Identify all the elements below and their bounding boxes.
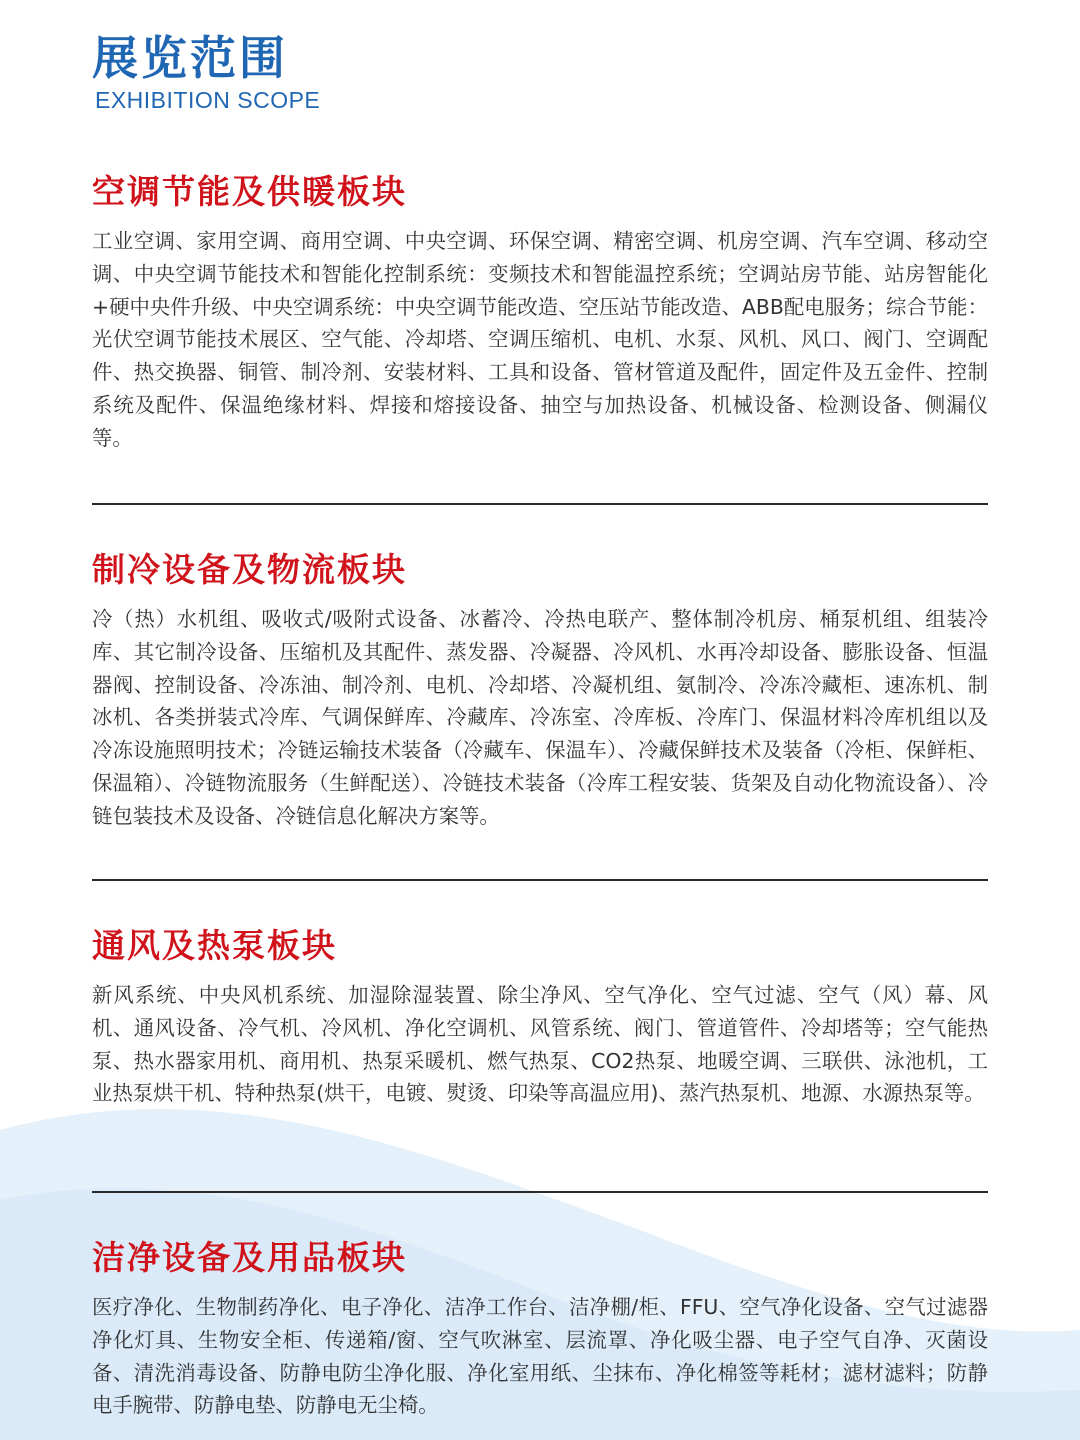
section-title: 洁净设备及用品板块 — [92, 1238, 407, 1277]
section-divider — [92, 1191, 988, 1193]
section-divider — [92, 879, 988, 881]
section-title: 空调节能及供暖板块 — [92, 172, 407, 211]
section-body: 医疗净化、生物制药净化、电子净化、洁净工作台、洁净棚/柜、FFU、空气净化设备、空气过滤器净化灯具、生物安全柜、传递箱/窗、空气吹淋室、层流罩、净化吸尘器、电子空气自净、灭菌设备、清洗消毒设备、防静电防尘净化服、净化室用纸、尘抹布、净化棉签等耗材；滤材滤料；防静电手腕带、防静电垫、防静电无尘椅。 — [92, 1295, 988, 1418]
section-refrigeration-logistics — [92, 549, 988, 833]
section-body: 工业空调、家用空调、商用空调、中央空调、环保空调、精密空调、机房空调、汽车空调、移动空调、中央空调节能技术和智能化控制系统：变频技术和智能温控系统；空调站房节能、站房智能化+硬中央件升级、中央空调系统：中央空调节能改造、空压站节能改造、ABB配电服务；综合节能：光伏空调节能技术展区、空气能、冷却塔、空调压缩机、电机、水泵、风机、风口、阀门、空调配件、热交换器、铜管、制冷剂、安装材料、工具和设备、管材管道及配件，固定件及五金件、控制系统及配件、保温绝缘材料、焊接和熔接设备、抽空与加热设备、机械设备、检测设备、侧漏仪等。 — [92, 229, 988, 450]
section-clean-equipment — [92, 1237, 988, 1422]
section-title: 通风及热泵板块 — [92, 926, 337, 965]
page-subtitle: EXHIBITION SCOPE — [95, 87, 321, 113]
section-hvac-heating — [92, 171, 988, 455]
section-body: 冷（热）水机组、吸收式/吸附式设备、冰蓄冷、冷热电联产、整体制冷机房、桶泵机组、组装冷库、其它制冷设备、压缩机及其配件、蒸发器、冷凝器、冷风机、水再冷却设备、膨胀设备、恒温器阀、控制设备、冷冻油、制冷剂、电机、冷却塔、冷凝机组、氨制冷、冷冻冷藏柜、速冻机、制冰机、各类拼装式冷库、气调保鲜库、冷藏库、冷冻室、冷库板、冷库门、保温材料冷库机组以及冷冻设施照明技术；冷链运输技术装备（冷藏车、保温车）、冷藏保鲜技术及装备（冷柜、保鲜柜、保温箱）、冷链物流服务（生鲜配送）、冷链技术装备（冷库工程安装、货架及自动化物流设备）、冷链包装技术及设备、冷链信息化解决方案等。 — [92, 607, 988, 828]
page-header — [92, 30, 320, 114]
section-ventilation-heat-pump — [92, 925, 988, 1110]
page-title: 展览范围 — [92, 31, 288, 85]
section-title: 制冷设备及物流板块 — [92, 550, 407, 589]
section-divider — [92, 503, 988, 505]
section-body: 新风系统、中央风机系统、加湿除湿装置、除尘净风、空气净化、空气过滤、空气（风）幕、风机、通风设备、冷气机、冷风机、净化空调机、风管系统、阀门、管道管件、冷却塔等；空气能热泵、热水器家用机、商用机、热泵采暖机、燃气热泵、CO2热泵、地暖空调、三联供、泳池机，工业热泵烘干机、特种热泵(烘干，电镀、熨烫、印染等高温应用)、蒸汽热泵机、地源、水源热泵等。 — [92, 983, 988, 1106]
